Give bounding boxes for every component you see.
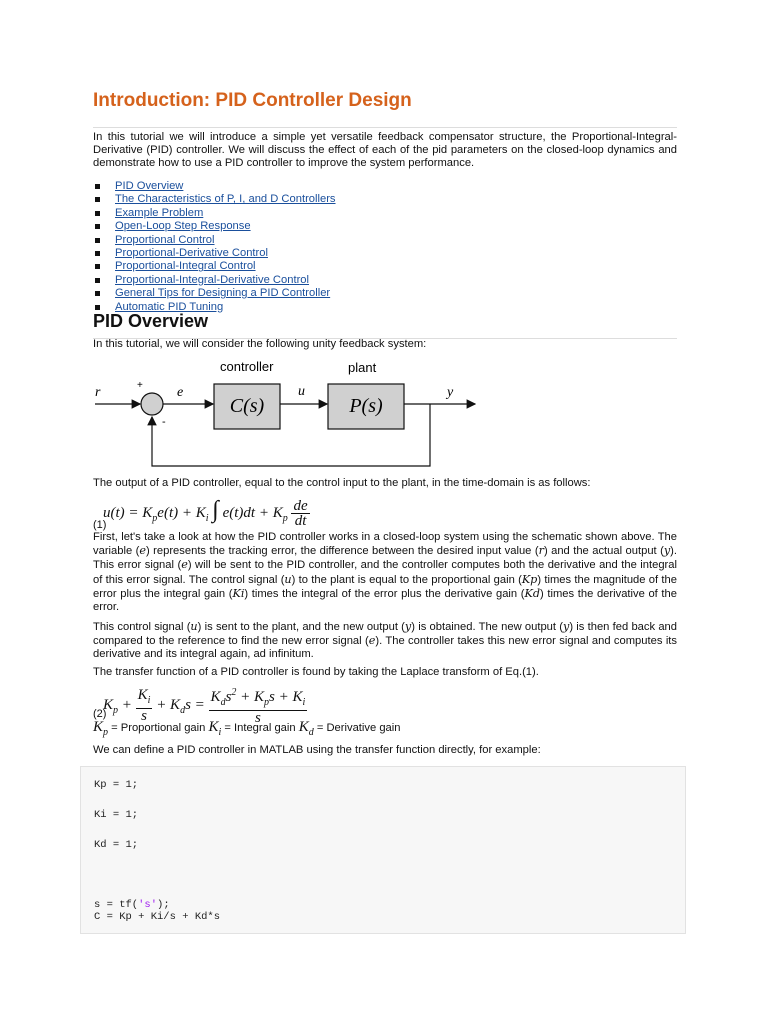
e-label: e [177, 385, 184, 400]
code-line: Kd = 1; [94, 839, 139, 851]
document-page: Introduction: PID Controller Design In this tutorial we will introduce a simple yet versatile feedback compensator structure, the Proportional-Integral-Derivative (PID) controller. We will discuss the effect of each of the pid parameters on the closed-loop dynamics and demonstrate how to use a PID controller to improve the system performance. PID Overview The Characteristics of P, I, and D Controllers Example Problem Open-Loop Step Response Proportional Control Proportional-Derivative Control Proportional-Integral Control Proportional-Integral-Derivative Control General Tips for Designing a PID Controller Automatic PID Tuning PID Overview In this tutorial, we will consider the following unity feedback system: controller plant r + - e u y C(s) P(s) The output of a PID controller, equal to the control input to the plant, in the time-domain is as follows: (1) $u(t) = K_pe(t) + K_i$ ∫ $e(t)dt + K_p$ $\frac{de}{dt}$ First, let's take a look at how the PID controller works in a closed-loop system using the schematic shown above. The variable (e) represents the tracking error, the difference between the desired input value (r) and the actual output (y). This error signal (e) will be sent to the PID controller, and the controller computes both the derivative and the integral of this error signal. The control signal (u) to the plant is equal to the proportional gain (Kp) times the magnitude of the error plus the integral gain (Ki) times the integral of the error plus the derivative gain (Kd) times the derivative of the error. This control signal (u) is sent to the plant, and the new output (y) is obtained. The new output (y) is then fed back and compared to the reference to find the new error signal (e). The controller takes this new error signal and computes its derivative and its integral again, ad infinitum. The transfer function of a PID controller is found by taking the Laplace transform of Eq.(1). (2) $K_p$ + $\frac{K_i}{s}$ + $K_ds$ = $\frac{K_ds^2 + K_ps + K_i}{s}$ $K_p$ = Proportional gain $K_i$ = Integral gain $K_d$ = Derivative gain We can define a PID controller in MATLAB using the transfer function directly, for example: Kp = 1; Ki = 1; Kd = 1; s = tf('s'); C = Kp + Ki/s + Kd*s [0, 0, 768, 1024]
toc-link[interactable]: Open-Loop Step Response [115, 220, 251, 233]
paragraph: First, let's take a look at how the PID controller works in a closed-loop system using the schematic shown above. The variable (e) represents the tracking error, the difference between the desired input value (r) and the actual output (y). This error signal (e) will be sent to the PID controller, and the controller computes both the derivative and the integral of this error signal. The control signal (u) to the plant is equal to the proportional gain (Kp) times the magnitude of the error plus the integral gain (Ki) times the integral of the error plus the derivative gain (Kd) times the derivative of the error. [93, 531, 677, 614]
paragraph: The output of a PID controller, equal to the control input to the plant, in the time-domain is as follows: [93, 477, 591, 489]
paragraph: The transfer function of a PID controller is found by taking the Laplace transform of Eq.(1). [93, 666, 539, 678]
toc-link[interactable]: General Tips for Designing a PID Controller [115, 287, 331, 300]
toc-link[interactable]: Proportional-Integral-Derivative Control [115, 273, 310, 286]
summing-junction [141, 393, 163, 415]
page-title: Introduction: PID Controller Design [93, 90, 412, 111]
toc-item [93, 207, 336, 220]
code-line: C = Kp + Ki/s + Kd*s [94, 911, 221, 923]
toc-item [93, 247, 336, 260]
code-line: s = tf('s'); [94, 899, 170, 911]
r-label: r [95, 385, 101, 400]
y-label: y [447, 385, 454, 400]
toc-item [93, 274, 336, 287]
feedback-block-diagram [80, 355, 490, 470]
plus-sign: + [137, 380, 143, 391]
toc-link[interactable]: The Characteristics of P, I, and D Controllers [115, 193, 336, 206]
controller-block-label: C(s) [229, 395, 265, 417]
toc-item [93, 193, 336, 206]
u-label: u [298, 384, 305, 399]
toc-link[interactable]: PID Overview [115, 180, 184, 192]
code-block [80, 766, 686, 934]
gain-definitions: $K_p$ = Proportional gain $K_i$ = Integral gain $K_d$ = Derivative gain [93, 719, 401, 738]
toc-item [93, 287, 336, 300]
section-heading: PID Overview [93, 311, 209, 331]
intro-paragraph: In this tutorial we will introduce a simple yet versatile feedback compensator structure, the Proportional-Integral-Derivative (PID) controller. We will discuss the effect of each of the pid parameters on the closed-loop dynamics and demonstrate how to use a PID controller to improve the system performance. [93, 131, 677, 170]
code-line: Ki = 1; [94, 809, 139, 821]
plant-block-label: P(s) [349, 395, 383, 417]
plant-label: plant [348, 360, 377, 375]
equation-number: (2) [93, 708, 107, 720]
toc-link[interactable]: Automatic PID Tuning [115, 300, 224, 313]
toc-link[interactable]: Proportional Control [115, 233, 215, 246]
paragraph: We can define a PID controller in MATLAB using the transfer function directly, for example: [93, 744, 541, 756]
toc-item [93, 220, 336, 233]
toc-item [93, 234, 336, 247]
toc-item [93, 180, 336, 193]
paragraph: In this tutorial, we will consider the following unity feedback system: [93, 338, 427, 350]
minus-sign: - [162, 416, 166, 428]
paragraph: This control signal (u) is sent to the plant, and the new output (y) is obtained. The new output (y) is then fed back and compared to the reference to find the new error signal (e). The controller takes this new error signal and computes its derivative and its integral again, ad infinitum. [93, 620, 678, 661]
code-line: Kp = 1; [94, 779, 139, 791]
toc-link[interactable]: Proportional-Integral Control [115, 260, 256, 273]
equation-number: (1) [93, 519, 107, 531]
toc-link[interactable]: Example Problem [115, 206, 204, 219]
divider [93, 127, 677, 128]
toc-link[interactable]: Proportional-Derivative Control [115, 246, 268, 259]
toc-item [93, 260, 336, 273]
controller-label: controller [220, 359, 274, 374]
table-of-contents [93, 180, 336, 314]
